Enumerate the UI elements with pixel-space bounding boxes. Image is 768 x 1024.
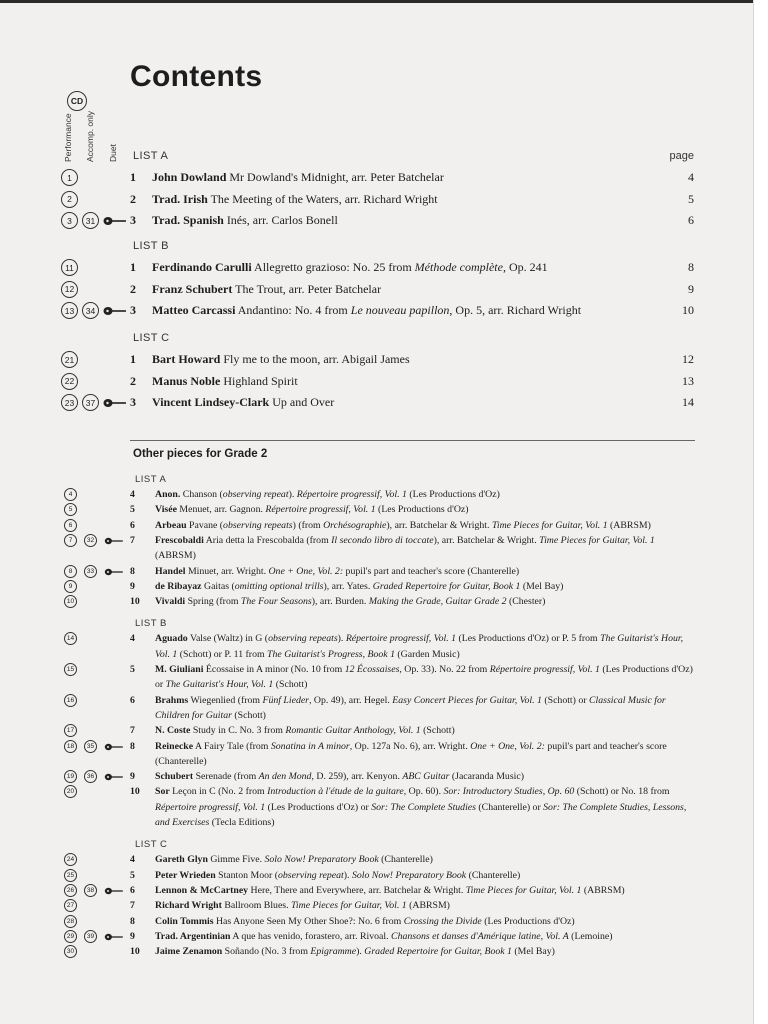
piece-entry [155, 784, 696, 830]
composer-name: Trad. Argentinian [155, 930, 231, 942]
piece-details: Has Anyone Seen My Other Shoe?: No. 6 from Crossing the Divide (Les Productions d'Oz) [215, 915, 575, 927]
piece-entry [155, 564, 696, 579]
duet-guitar-icon [103, 216, 127, 226]
item-number: 2 [130, 191, 136, 206]
performance-track-icon: 30 [64, 945, 77, 958]
performance-track-icon: 20 [64, 785, 77, 798]
composer-name: Visée [155, 504, 177, 516]
other-piece-row [130, 739, 696, 770]
duet-guitar-icon [104, 743, 124, 751]
other-piece-row [130, 631, 696, 662]
piece-title: Inés, arr. Carlos Bonell [226, 213, 338, 227]
page-number: 5 [688, 191, 694, 206]
item-number: 2 [130, 281, 136, 296]
page-right-edge [753, 0, 768, 1024]
item-number: 3 [130, 303, 136, 317]
performance-track-icon: 17 [64, 724, 77, 737]
page-number: 6 [688, 213, 694, 227]
composer-name: Peter Wrieden [155, 869, 216, 881]
performance-track-icon: 10 [64, 595, 77, 608]
item-number: 3 [130, 213, 136, 227]
contents-row [130, 260, 694, 275]
piece-details: Ballroom Blues. Time Pieces for Guitar, Vol. 1 (ABRSM) [224, 900, 450, 912]
performance-track-icon: 3 [61, 212, 78, 229]
piece-title: Up and Over [272, 395, 335, 409]
item-number: 7 [130, 725, 135, 737]
page-number: 4 [688, 170, 694, 184]
composer-name: Ferdinando Carulli [152, 260, 252, 274]
piece-entry [155, 852, 696, 867]
performance-track-icon: 14 [64, 632, 77, 645]
duet-guitar-icon [103, 306, 127, 316]
other-piece-row [130, 693, 696, 724]
other-piece-row [130, 784, 696, 830]
contents-row [130, 374, 694, 389]
piece-entry [155, 693, 696, 724]
accompaniment-track-icon: 38 [84, 884, 97, 897]
contents-row [130, 395, 694, 410]
performance-column-label: Performance [63, 113, 73, 162]
piece-details: Serenade (from An den Mond, D. 259), arr. Kenyon. ABC Guitar (Jacaranda Music) [195, 771, 524, 783]
performance-track-icon: 12 [61, 281, 78, 298]
composer-name: Aguado [155, 633, 188, 645]
other-piece-row [130, 883, 696, 898]
other-piece-row [130, 769, 696, 784]
composer-name: Frescobaldi [155, 534, 204, 546]
composer-name: Vincent Lindsey-Clark [152, 395, 270, 409]
piece-details: Gaitas (omitting optional trills), arr. Yates. Graded Repertoire for Guitar, Book 1 (Mel Bay) [204, 580, 564, 592]
item-number: 7 [130, 900, 135, 912]
performance-track-icon: 1 [61, 169, 78, 186]
performance-track-icon: 28 [64, 915, 77, 928]
composer-name: Richard Wright [155, 900, 222, 912]
piece-title: Allegretto grazioso: No. 25 from Méthode complète, Op. 241 [254, 260, 548, 274]
piece-title: Highland Spirit [223, 373, 298, 388]
piece-details: A Fairy Tale (from Sonatina in A minor, Op. 127a No. 6), arr. Wright. One + One, Vol. 2: pupil's part and teacher's score (Chanterelle) [155, 740, 667, 767]
composer-name: Trad. Irish [152, 191, 208, 206]
piece-details: Minuet, arr. Wright. One + One, Vol. 2: pupil's part and teacher's score (Chanterelle) [187, 565, 520, 577]
duet-guitar-icon [103, 398, 127, 408]
other-piece-row [130, 533, 696, 564]
piece-details: A que has venido, forastero, arr. Rivoal. Chansons et danses d'Amérique latine, Vol. A (Lemoine) [232, 930, 613, 942]
other-piece-row [130, 852, 696, 867]
section-divider [130, 440, 695, 441]
performance-track-icon: 19 [64, 770, 77, 783]
page-number: 10 [682, 303, 694, 317]
composer-name: Colin Tommis [155, 915, 214, 927]
performance-track-icon: 4 [64, 488, 77, 501]
piece-details: Study in C. No. 3 from Romantic Guitar Anthology, Vol. 1 (Schott) [192, 725, 455, 737]
list-heading: LIST B [133, 240, 169, 252]
piece-details: Spring (from The Four Seasons), arr. Burden. Making the Grade, Guitar Grade 2 (Chester) [187, 596, 546, 608]
composer-name: Brahms [155, 694, 189, 706]
performance-track-icon: 24 [64, 853, 77, 866]
page-number: 14 [682, 395, 694, 409]
composer-name: Manus Noble [152, 373, 221, 388]
other-piece-row [130, 487, 696, 502]
piece-entry [155, 898, 696, 913]
accompaniment-track-icon: 35 [84, 740, 97, 753]
piece-entry [155, 518, 696, 533]
other-list-heading: LIST C [135, 839, 168, 851]
item-number: 5 [130, 664, 135, 675]
performance-track-icon: 5 [64, 503, 77, 516]
other-piece-row [130, 579, 696, 594]
other-piece-row [130, 944, 696, 959]
piece-details: Stanton Moor (observing repeat). Solo Now! Preparatory Book (Chanterelle) [218, 869, 521, 881]
piece-entry [155, 594, 696, 609]
page-number: 13 [682, 373, 694, 388]
accompaniment-track-icon: 31 [82, 212, 99, 229]
contents-row [130, 303, 694, 318]
item-number: 2 [130, 373, 136, 388]
composer-name: Bart Howard [152, 352, 221, 366]
page-number: 12 [682, 352, 694, 366]
piece-entry [155, 929, 696, 944]
item-number: 9 [130, 930, 135, 942]
other-piece-row [130, 929, 696, 944]
accompaniment-track-icon: 37 [82, 394, 99, 411]
performance-track-icon: 9 [64, 580, 77, 593]
page-number: 8 [688, 260, 694, 274]
piece-details: Écossaise in A minor (No. 10 from 12 Écossaises, Op. 33). No. 22 from Répertoire progressif, Vol. 1 (Les Productions d'Oz) or The Guitarist's Hour, Vol. 1 (Schott) [155, 664, 693, 691]
contents-row [130, 170, 694, 185]
page-top-edge [0, 0, 768, 3]
piece-entry [155, 502, 696, 517]
composer-name: de Ribayaz [155, 580, 202, 592]
item-number: 8 [130, 565, 135, 577]
performance-track-icon: 25 [64, 869, 77, 882]
piece-details: Pavane (observing repeats) (from Orchésographie), arr. Batchelar & Wright. Time Pieces for Guitar, Vol. 1 (ABRSM) [189, 519, 651, 531]
performance-track-icon: 23 [61, 394, 78, 411]
other-piece-row [130, 914, 696, 929]
other-list-heading: LIST B [135, 618, 167, 630]
performance-track-icon: 27 [64, 899, 77, 912]
other-piece-row [130, 518, 696, 533]
piece-details: Gimme Five. Solo Now! Preparatory Book (Chanterelle) [210, 854, 433, 866]
piece-entry [155, 944, 696, 959]
performance-track-icon: 29 [64, 930, 77, 943]
item-number: 6 [130, 884, 135, 896]
piece-details: Aria detta la Frescobalda (from Il secondo libro di toccate), arr. Batchelar & Wright. Time Pieces for Guitar, Vol. 1 (ABRSM) [155, 534, 655, 562]
accompaniment-track-icon: 34 [82, 302, 99, 319]
piece-entry [155, 868, 696, 883]
piece-entry [155, 769, 696, 784]
contents-row [130, 192, 694, 207]
accompaniment-track-icon: 36 [84, 770, 97, 783]
item-number: 4 [130, 489, 135, 500]
item-number: 10 [130, 946, 140, 958]
page-title: Contents [130, 60, 263, 93]
item-number: 5 [130, 504, 135, 516]
item-number: 4 [130, 854, 135, 866]
piece-entry [155, 883, 696, 898]
other-piece-row [130, 868, 696, 883]
item-number: 10 [130, 786, 140, 798]
other-list-heading: LIST A [135, 474, 167, 485]
accompaniment-track-icon: 32 [84, 534, 97, 547]
other-piece-row [130, 564, 696, 579]
item-number: 6 [130, 694, 135, 706]
item-number: 5 [130, 869, 135, 881]
piece-entry [155, 723, 696, 738]
piece-entry [155, 579, 696, 594]
piece-title: Fly me to the moon, arr. Abigail James [223, 352, 410, 366]
item-number: 1 [130, 352, 136, 366]
performance-track-icon: 7 [64, 534, 77, 547]
item-number: 9 [130, 771, 135, 783]
piece-entry [155, 487, 696, 502]
piece-entry [155, 662, 696, 693]
composer-name: Gareth Glyn [155, 854, 208, 866]
composer-name: Franz Schubert [152, 281, 233, 296]
piece-details: Wiegenlied (from Fünf Lieder, Op. 49), arr. Hegel. Easy Concert Pieces for Guitar, Vol. 1 (Schott) or Classical Music for Children for Guitar (Schott) [155, 694, 666, 721]
piece-entry [155, 739, 696, 770]
contents-row [130, 213, 694, 228]
performance-track-icon: 6 [64, 519, 77, 532]
composer-name: Arbeau [155, 519, 187, 531]
list-heading: LIST C [133, 332, 170, 344]
performance-track-icon: 21 [61, 351, 78, 368]
piece-entry [155, 533, 696, 564]
piece-details: Here, There and Everywhere, arr. Batchelar & Wright. Time Pieces for Guitar, Vol. 1 (ABRSM) [250, 884, 625, 896]
composer-name: Vivaldi [155, 596, 186, 608]
piece-title: The Meeting of the Waters, arr. Richard Wright [210, 191, 438, 206]
composer-name: Trad. Spanish [152, 213, 224, 227]
piece-entry [155, 914, 696, 929]
item-number: 8 [130, 740, 135, 752]
performance-track-icon: 26 [64, 884, 77, 897]
other-piece-row [130, 662, 696, 693]
piece-details: Leçon in C (No. 2 from Introduction à l'étude de la guitare, Op. 60). Sor: Introductory Studies, Op. 60 (Schott) or No. 18 from Répertoire progressif, Vol. 1 (Les Productions d'Oz) or Sor: The Complete Studies (Chanterelle) or Sor: The Complete Studies, Lessons, and Exercises (Tecla Editions) [155, 786, 687, 828]
piece-title: The Trout, arr. Peter Batchelar [235, 281, 382, 296]
piece-details: Valse (Waltz) in G (observing repeats). Répertoire progressif, Vol. 1 (Les Productions d'Oz) or P. 5 from The Guitarist's Hour, Vol. 1 (Schott) or P. 11 from The Guitarist's Progress, Book 1 (Garden Music) [155, 633, 684, 660]
piece-entry [155, 631, 696, 662]
other-piece-row [130, 502, 696, 517]
other-piece-row [130, 594, 696, 609]
performance-track-icon: 2 [61, 191, 78, 208]
contents-row [130, 352, 694, 367]
performance-track-icon: 13 [61, 302, 78, 319]
accompaniment-track-icon: 39 [84, 930, 97, 943]
composer-name: Lennon & McCartney [155, 884, 249, 896]
other-piece-row [130, 723, 696, 738]
composer-name: Sor [155, 786, 170, 798]
piece-details: Soñando (No. 3 from Epigramme). Graded Repertoire for Guitar, Book 1 (Mel Bay) [224, 946, 555, 958]
item-number: 8 [130, 915, 135, 927]
piece-title: Mr Dowland's Midnight, arr. Peter Batchelar [229, 170, 444, 184]
duet-guitar-icon [104, 537, 124, 545]
composer-name: Reinecke [155, 740, 194, 752]
duet-column-label: Duet [108, 144, 118, 162]
item-number: 7 [130, 534, 135, 546]
list-heading: LIST A [133, 150, 169, 162]
item-number: 4 [130, 633, 135, 645]
performance-track-icon: 11 [61, 259, 78, 276]
accomp-column-label: Accomp. only [85, 110, 95, 162]
performance-track-icon: 15 [64, 663, 77, 676]
performance-track-icon: 16 [64, 694, 77, 707]
duet-guitar-icon [104, 568, 124, 576]
duet-guitar-icon [104, 933, 124, 941]
page-number: 9 [688, 281, 694, 296]
performance-track-icon: 8 [64, 565, 77, 578]
composer-name: Jaime Zenamon [155, 946, 223, 958]
item-number: 1 [130, 170, 136, 184]
item-number: 1 [130, 260, 136, 274]
other-piece-row [130, 898, 696, 913]
item-number: 6 [130, 519, 135, 531]
composer-name: Matteo Carcassi [152, 303, 236, 317]
performance-track-icon: 22 [61, 373, 78, 390]
cd-icon: CD [67, 91, 87, 111]
composer-name: M. Giuliani [155, 664, 204, 675]
composer-name: N. Coste [155, 725, 191, 737]
composer-name: Schubert [155, 771, 194, 783]
page-column-label: page [669, 150, 694, 162]
other-pieces-title: Other pieces for Grade 2 [133, 448, 268, 460]
item-number: 10 [130, 596, 140, 608]
accompaniment-track-icon: 33 [84, 565, 97, 578]
piece-details: Chanson (observing repeat). Répertoire progressif, Vol. 1 (Les Productions d'Oz) [182, 489, 500, 500]
piece-details: Menuet, arr. Gagnon. Répertoire progressif, Vol. 1 (Les Productions d'Oz) [179, 504, 469, 516]
piece-title: Andantino: No. 4 from Le nouveau papillon, Op. 5, arr. Richard Wright [237, 303, 582, 317]
composer-name: Anon. [155, 489, 181, 500]
composer-name: John Dowland [152, 170, 227, 184]
duet-guitar-icon [104, 887, 124, 895]
contents-row [130, 282, 694, 297]
composer-name: Handel [155, 565, 186, 577]
item-number: 9 [130, 580, 135, 592]
duet-guitar-icon [104, 773, 124, 781]
performance-track-icon: 18 [64, 740, 77, 753]
item-number: 3 [130, 395, 136, 409]
